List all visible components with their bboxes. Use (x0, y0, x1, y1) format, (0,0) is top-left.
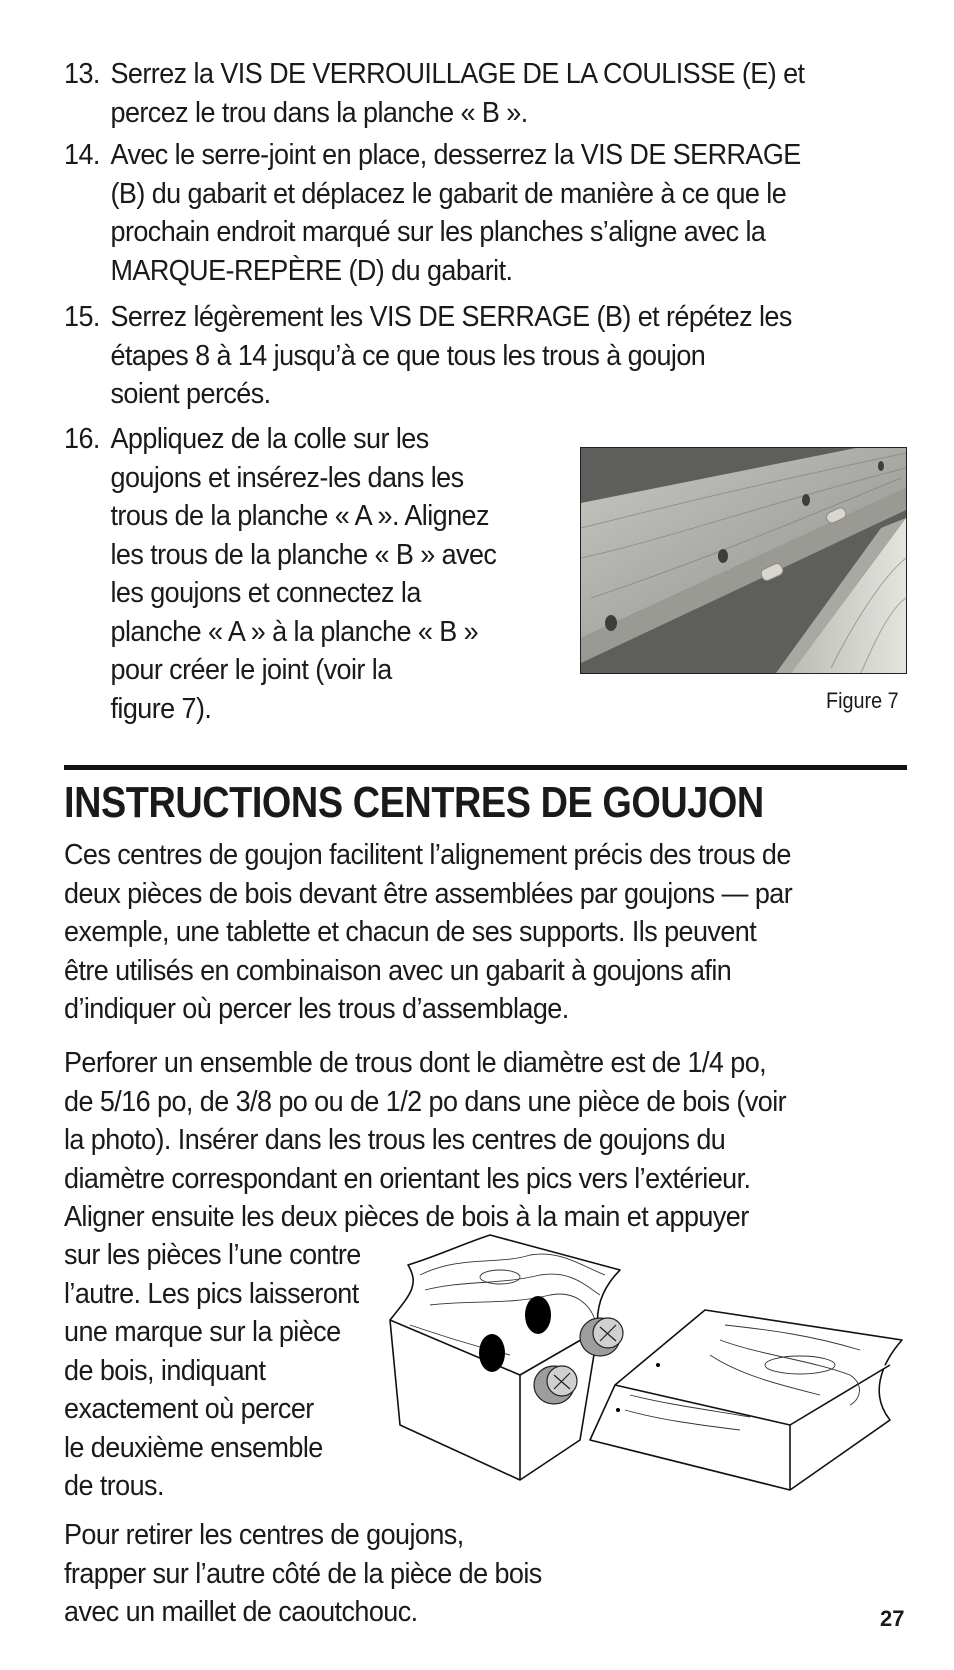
step-text: Serrez la VIS DE VERROUILLAGE DE LA COULISSE (E) et percez le trou dans la planche « B ». (110, 58, 805, 129)
section-divider (64, 765, 907, 770)
figure-7-photo (580, 447, 907, 674)
paragraph-procedure: Perforer un ensemble de trous dont le diamètre est de 1/4 po, de 5/16 po, de 3/8 po ou de 1/2 po dans une pièce de bois (voir la photo). Insérer dans les trous les centres de goujons du diamètre correspondant en orientant les pics vers l’extérieur. Aligner ensuite les deux pièces de bois à la main et appuyer (64, 1047, 787, 1233)
step-number: 14. (64, 139, 100, 171)
step-14 (64, 136, 801, 290)
step-text: Serrez légèrement les VIS DE SERRAGE (B) et répétez les étapes 8 à 14 jusqu’à ce que tous les trous à goujon soient percés. (110, 301, 792, 410)
page-number: 27 (880, 1606, 905, 1631)
step-number: 16. (64, 423, 100, 455)
step-13 (64, 55, 804, 132)
step-16 (64, 420, 496, 728)
step-number: 15. (64, 301, 100, 333)
step-text: Appliquez de la colle sur les goujons et insérez-les dans les trous de la planche « A ». Alignez les trous de la planche « B » avec les goujons et connectez la planche « A » à la planche « B » pour créer le joint (voir la figure 7). (110, 423, 497, 725)
figure-caption: Figure 7 (826, 688, 899, 713)
dowel-centers-illustration (380, 1225, 910, 1625)
paragraph-removal: Pour retirer les centres de goujons, frapper sur l’autre côté de la pièce de bois avec un maillet de caoutchouc. (64, 1519, 542, 1628)
paragraph-procedure-wrap: sur les pièces l’une contre l’autre. Les pics laisseront une marque sur la pièce de bois, indiquant exactement où percer le deuxième ensemble de trous. (64, 1239, 361, 1502)
step-text: Avec le serre-joint en place, desserrez la VIS DE SERRAGE (B) du gabarit et déplacez le gabarit de manière à ce que le prochain endroit marqué sur les planches s’aligne avec la MARQUE-REPÈRE (D) du gabarit. (110, 139, 801, 287)
paragraph-intro: Ces centres de goujon facilitent l’alignement précis des trous de deux pièces de bois devant être assemblées par goujons — par exemple, une tablette et chacun de ses supports. Ils peuvent être utilisés en combinaison avec un gabarit à goujons afin d’indiquer où percer les trous d’assemblage. (64, 839, 793, 1025)
section-title: INSTRUCTIONS CENTRES DE GOUJON (64, 778, 764, 827)
step-15 (64, 298, 792, 414)
step-number: 13. (64, 58, 100, 90)
